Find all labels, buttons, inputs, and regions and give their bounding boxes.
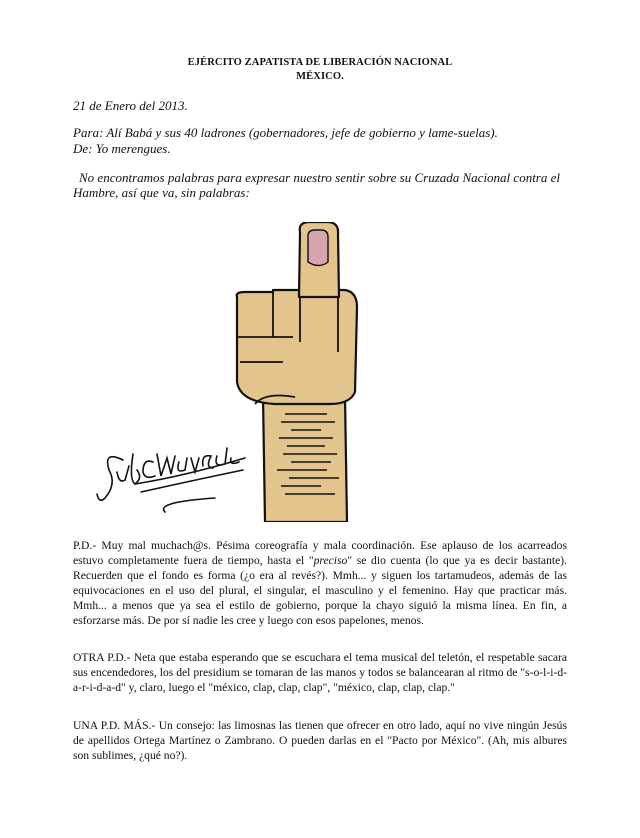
letter-recipient: Para: Alí Babá y sus 40 ladrones (gobernadores, jefe de gobierno y lame-suelas). — [73, 125, 498, 140]
postscript-3 — [73, 718, 567, 763]
hand-illustration — [95, 222, 435, 522]
postscript-3-label: UNA P.D. MÁS.- — [73, 719, 156, 732]
letter-intro: No encontramos palabras para expresar nuestro sentir sobre su Cruzada Nacional contra el Hambre, así que va, sin palabras: — [73, 170, 560, 200]
postscript-1-text-b: " se dio cuenta (lo que ya es decir bastante). Recuerden que el fondo es forma (¿o era al revés?). Mmh... y siguen los tartamudeos, además de las equivocaciones en el uso del plural, el singular, el masculino y el femenino. Hay que practicar más. Mmh... a menos que ya sea el estilo de gobierno, porque la chayo siguió la misma línea. En fin, a esforzarse más. De por sí nadie les cree y luego con esos papelones, menos. — [73, 554, 567, 628]
postscript-1-text-a: Muy mal muchach@s. Pésima coreografía y mala coordinación. Ese aplauso de los acarreados estuvo completamente fuera de tiempo, hasta el " — [73, 539, 567, 568]
postscript-3-text: Un consejo: las limosnas las tienen que ofrecer en otro lado, aquí no vive ningún Jesús de apellidos Ortega Martínez o Zambrano. O pueden darlas en el "Pacto por México". (Ah, mis albures son sublimes, ¿qué no?). — [73, 719, 567, 763]
letter-sender: De: Yo merengues. — [73, 141, 171, 156]
postscript-1 — [73, 538, 567, 629]
hand-gesture-icon — [237, 222, 357, 522]
country-title: MÉXICO. — [296, 71, 344, 82]
organization-title: EJÉRCITO ZAPATISTA DE LIBERACIÓN NACIONAL — [187, 57, 453, 68]
postscript-1-label: P.D.- — [73, 539, 97, 552]
fingernail-icon — [308, 230, 328, 266]
postscript-2 — [73, 650, 567, 695]
signature-scribble — [97, 448, 245, 512]
postscript-2-text: Neta que estaba esperando que se escuchara el tema musical del teletón, el respetable sacara sus encendedores, los del presidium se tomaran de las manos y todos se balancearan al ritmo de "s-o-l-i-d-a-r-i-d-a-d" y, claro, luego el "méxico, clap, clap, clap", "méxico, clap, clap, clap." — [73, 651, 568, 695]
letter-date: 21 de Enero del 2013. — [73, 98, 188, 113]
postscript-2-label: OTRA P.D.- — [73, 651, 131, 664]
postscript-1-emphasis: preciso — [313, 554, 348, 568]
